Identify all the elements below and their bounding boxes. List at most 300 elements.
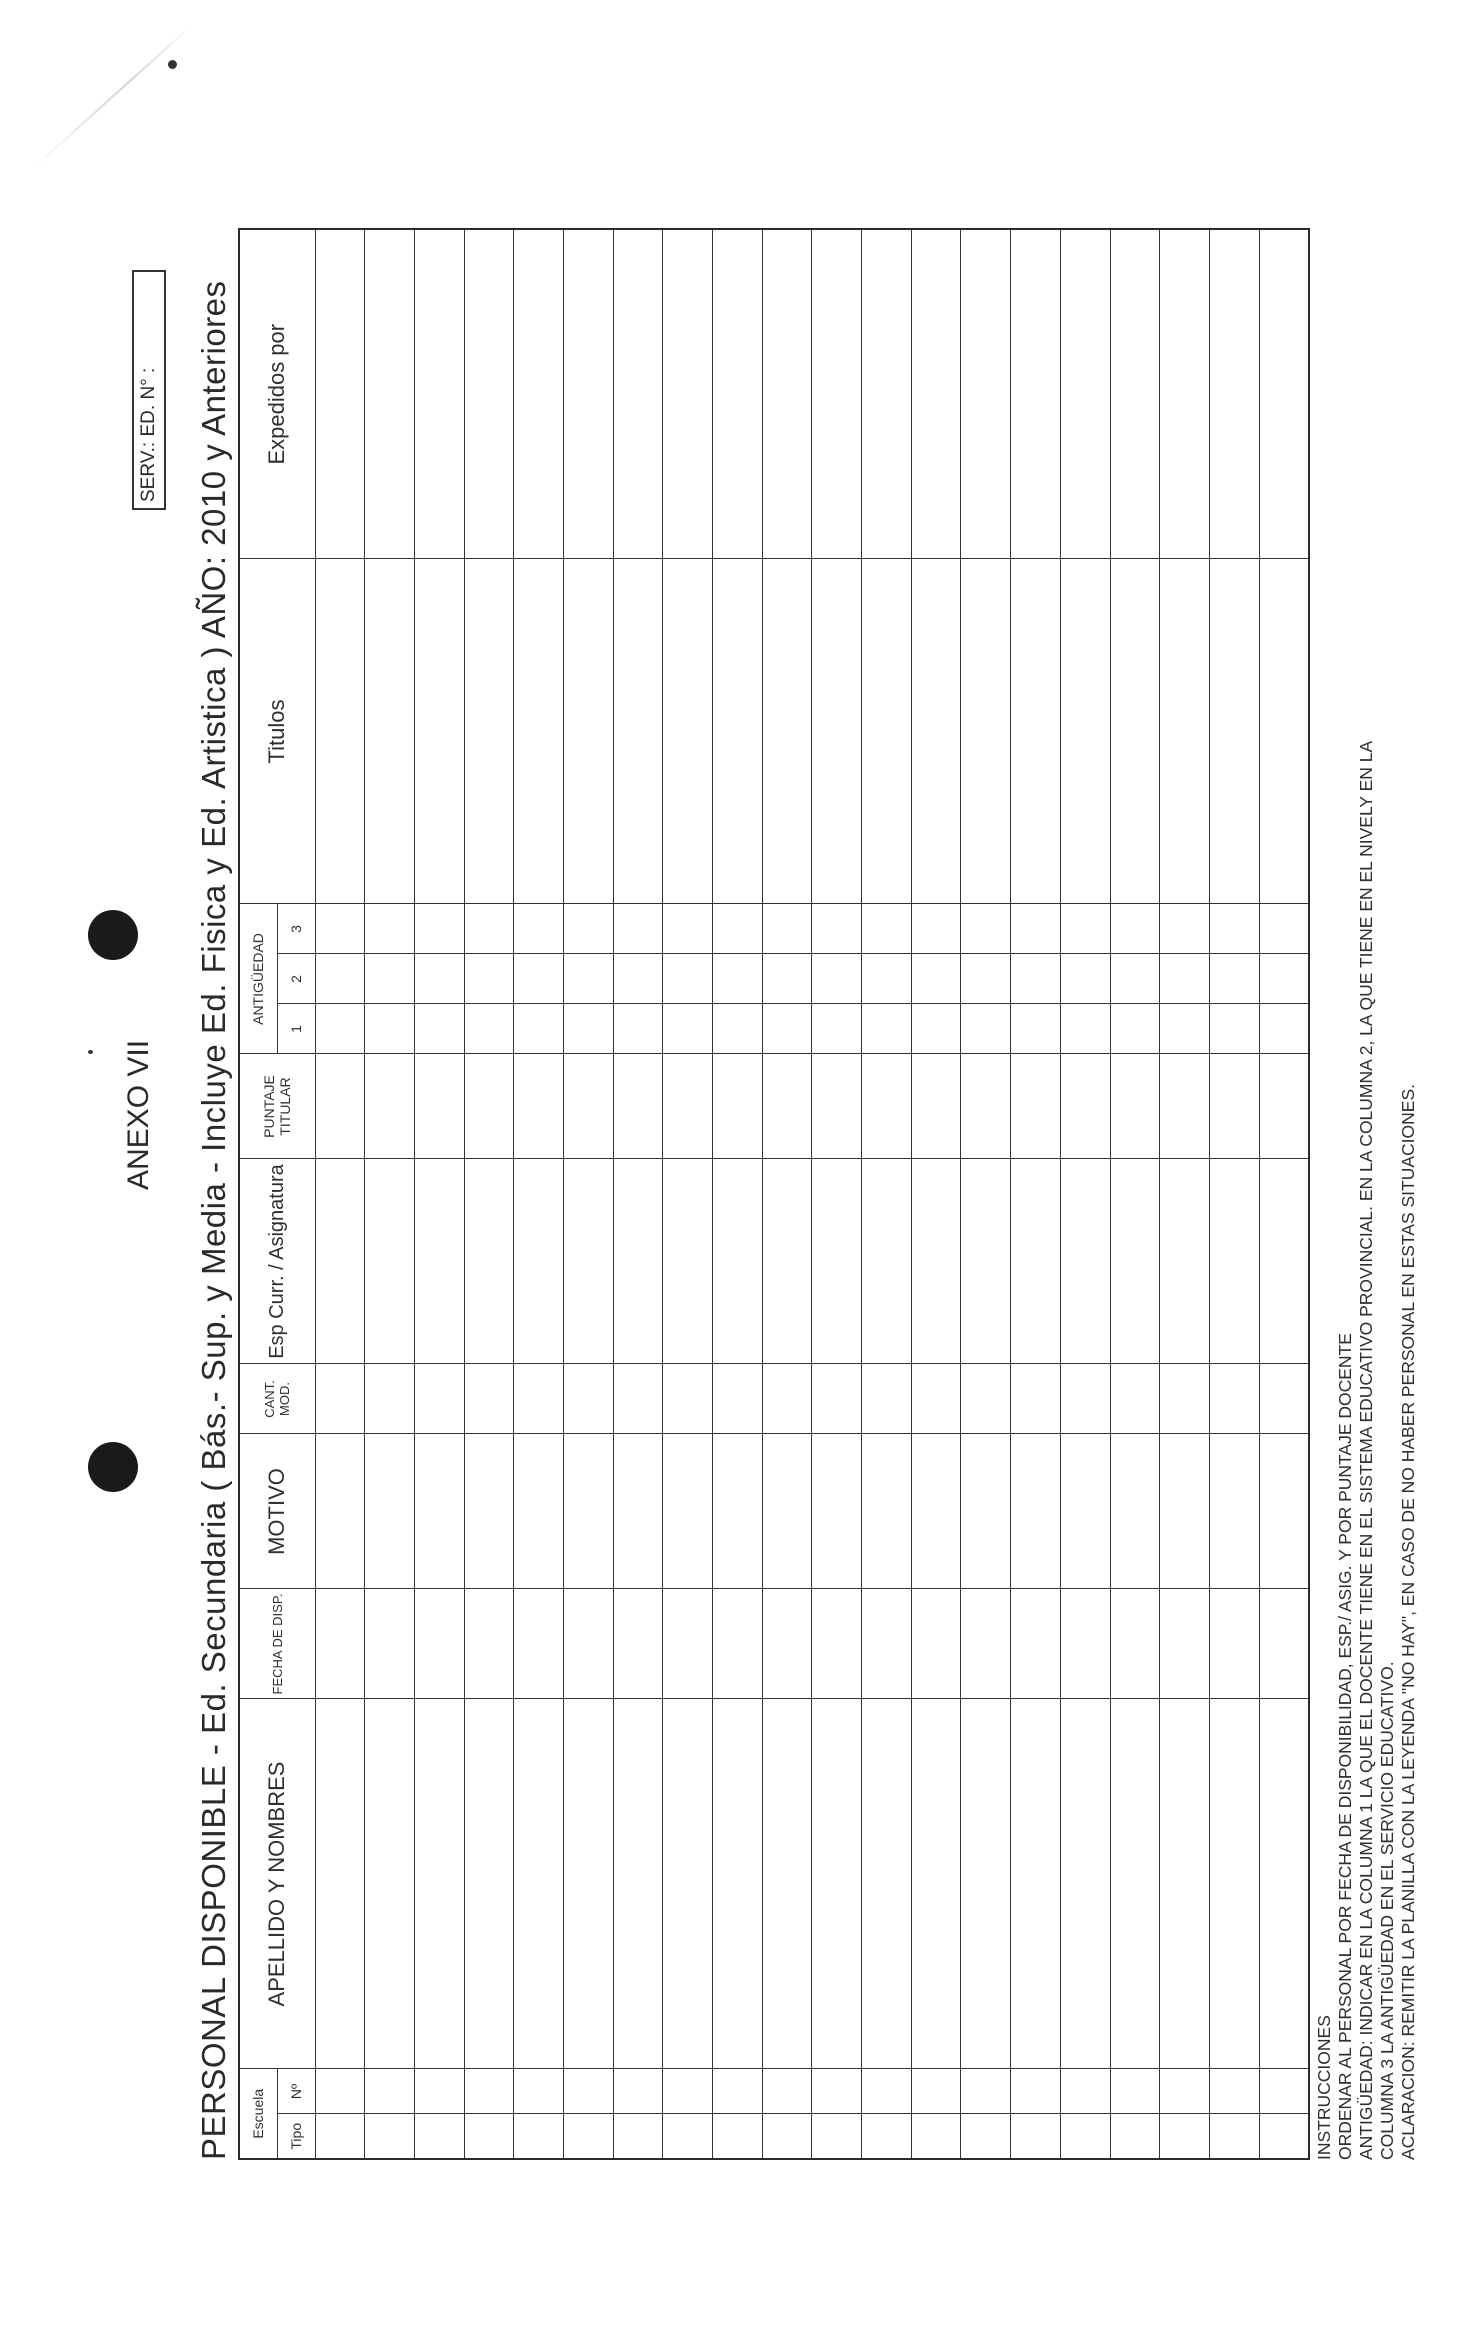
table-cell [464,1589,514,1699]
table-cell [762,1364,812,1434]
table-cell [713,1054,763,1159]
table-cell [514,2114,564,2159]
form-page [60,20,1418,2220]
table-cell [862,1364,912,1434]
table-cell [414,1054,464,1159]
table-body [315,229,1309,2159]
table-cell [365,2114,415,2159]
table-cell [812,2069,862,2114]
table-cell [464,559,514,904]
table-cell [911,1364,961,1434]
personnel-table [238,228,1310,2160]
table-cell [365,1054,415,1159]
table-cell [613,559,663,904]
table-cell [1259,2114,1309,2159]
table-row [563,229,613,2159]
table-cell [414,1434,464,1589]
table-cell [514,1434,564,1589]
table-cell [514,904,564,954]
table-cell [315,1364,365,1434]
instructions-block [1314,280,1419,2160]
table-cell [563,1589,613,1699]
table-cell [1011,1589,1061,1699]
header-numero: Nº [277,2069,315,2114]
table-row [514,229,564,2159]
table-cell [464,1054,514,1159]
table-cell [414,1159,464,1364]
table-cell [713,954,763,1004]
table-cell [563,1699,613,2069]
table-cell [365,1364,415,1434]
table-cell [414,954,464,1004]
table-cell [563,229,613,559]
table-cell [365,954,415,1004]
table-cell [315,1159,365,1364]
table-cell [762,2069,812,2114]
table-cell [1110,954,1160,1004]
table-cell [1060,2069,1110,2114]
table-row [1110,229,1160,2159]
table-cell [1259,1589,1309,1699]
table-cell [613,1589,663,1699]
table-cell [563,1054,613,1159]
table-cell [713,1159,763,1364]
table-cell [365,1589,415,1699]
table-row [862,229,912,2159]
table-cell [1259,2069,1309,2114]
table-cell [315,2114,365,2159]
table-cell [1259,1159,1309,1364]
table-cell [1209,1004,1259,1054]
table-cell [1060,1434,1110,1589]
table-cell [762,1004,812,1054]
table-cell [414,2069,464,2114]
instruction-line: ACLARACION: REMITIR LA PLANILLA CON LA LEYENDA "NO HAY", EN CASO DE NO HABER PERSONAL EN ESTAS SITUACIONES. [1398,1083,1418,2160]
table-cell [1060,1004,1110,1054]
table-cell [563,904,613,954]
table-cell [563,559,613,904]
table-cell [762,2114,812,2159]
table-cell [1160,904,1210,954]
instruction-line: ORDENAR AL PERSONAL POR FECHA DE DISPONIBILIDAD, ESP./ ASIG. Y POR PUNTAJE DOCENTE [1335,1333,1355,2160]
table-cell [713,229,763,559]
table-cell [1110,1004,1160,1054]
table-cell [1060,1589,1110,1699]
table-cell [514,1589,564,1699]
table-cell [911,954,961,1004]
table-row [1160,229,1210,2159]
table-cell [613,1364,663,1434]
table-cell [1259,1364,1309,1434]
annex-title: ANEXO VII [122,1039,155,1190]
table-cell [1060,1054,1110,1159]
header-fecha-disp: FECHA DE DISP. [239,1589,315,1699]
table-cell [812,1589,862,1699]
table-cell [514,954,564,1004]
table-row [961,229,1011,2159]
table-cell [713,559,763,904]
table-cell [663,1004,713,1054]
table-cell [315,1589,365,1699]
table-cell [961,1159,1011,1364]
table-header-row-top [239,229,277,2159]
table-cell [663,1434,713,1589]
table-cell [1209,1434,1259,1589]
table-cell [563,1004,613,1054]
table-cell [1160,1054,1210,1159]
table-cell [365,2069,415,2114]
table-cell [961,904,1011,954]
table-cell [1011,1054,1061,1159]
table-cell [1060,904,1110,954]
table-cell [1160,1004,1210,1054]
table-cell [911,2114,961,2159]
table-cell [414,1004,464,1054]
table-cell [862,1159,912,1364]
table-cell [911,1699,961,2069]
table-cell [464,904,514,954]
table-cell [613,1054,663,1159]
table-cell [862,904,912,954]
table-cell [812,904,862,954]
table-cell [315,1004,365,1054]
table-cell [663,1364,713,1434]
table-cell [663,1589,713,1699]
table-cell [464,2069,514,2114]
table-cell [713,2114,763,2159]
table-cell [812,559,862,904]
table-cell [812,954,862,1004]
instruction-line: COLUMNA 3 LA ANTIGÜEDAD EN EL SERVICIO EDUCATIVO. [1377,1661,1397,2160]
table-cell [464,2114,514,2159]
table-cell [762,1159,812,1364]
table-cell [1259,1699,1309,2069]
table-row [365,229,415,2159]
table-cell [862,559,912,904]
table-cell [365,904,415,954]
table-row [1209,229,1259,2159]
table-cell [1259,559,1309,904]
table-cell [514,1004,564,1054]
table-cell [812,1159,862,1364]
table-cell [862,2069,912,2114]
table-cell [812,1004,862,1054]
table-cell [613,2114,663,2159]
table-cell [1209,1699,1259,2069]
table-cell [663,1699,713,2069]
table-cell [812,229,862,559]
table-cell [961,1364,1011,1434]
table-cell [862,1054,912,1159]
table-cell [1160,229,1210,559]
table-cell [563,2069,613,2114]
table-cell [812,1364,862,1434]
table-cell [365,229,415,559]
table-cell [1209,2114,1259,2159]
table-cell [514,559,564,904]
table-cell [563,954,613,1004]
table-row [1060,229,1110,2159]
table-cell [713,1589,763,1699]
table-cell [613,1004,663,1054]
table-cell [1011,1159,1061,1364]
table-cell [563,1159,613,1364]
table-cell [1060,1699,1110,2069]
table-cell [1259,229,1309,559]
table-cell [414,1364,464,1434]
header-esp-curr-asignatura: Esp Curr. / Asignatura [239,1159,315,1364]
table-cell [414,1699,464,2069]
table-cell [1011,1699,1061,2069]
table-cell [414,229,464,559]
table-cell [862,229,912,559]
table-cell [1209,1364,1259,1434]
table-row [762,229,812,2159]
table-cell [563,1434,613,1589]
table-cell [1160,2069,1210,2114]
table-cell [365,1434,415,1589]
table-cell [514,229,564,559]
table-cell [862,1004,912,1054]
table-cell [613,904,663,954]
table-cell [315,559,365,904]
table-cell [1110,1434,1160,1589]
table-cell [464,229,514,559]
table-cell [1160,1589,1210,1699]
table-cell [961,1054,1011,1159]
instructions-heading: INSTRUCCIONES [1314,2015,1334,2160]
table-cell [1011,904,1061,954]
table-cell [1011,1434,1061,1589]
table-cell [315,2069,365,2114]
table-cell [563,1364,613,1434]
table-cell [762,1699,812,2069]
table-cell [1259,1004,1309,1054]
table-cell [414,559,464,904]
table-row [911,229,961,2159]
table-cell [1011,1004,1061,1054]
table-cell [1060,954,1110,1004]
table-row [812,229,862,2159]
table-cell [762,1589,812,1699]
table-cell [315,1434,365,1589]
table-row [613,229,663,2159]
table-cell [1011,2114,1061,2159]
table-cell [862,1699,912,2069]
table-cell [961,1004,1011,1054]
table-cell [613,1434,663,1589]
table-cell [911,904,961,954]
table-cell [911,1589,961,1699]
header-antiguedad: ANTIGÜEDAD [239,904,277,1054]
table-cell [1160,1434,1210,1589]
table-cell [1060,1364,1110,1434]
table-row [414,229,464,2159]
table-cell [961,954,1011,1004]
table-cell [613,1699,663,2069]
table-cell [315,904,365,954]
table-cell [961,2069,1011,2114]
header-motivo: MOTIVO [239,1434,315,1589]
table-cell [514,1054,564,1159]
table-cell [663,2069,713,2114]
table-cell [862,1434,912,1589]
table-cell [812,1434,862,1589]
header-antiguedad-col-3: 3 [277,904,315,954]
table-cell [1060,1159,1110,1364]
table-cell [663,2114,713,2159]
table-cell [713,2069,763,2114]
table-cell [1110,1364,1160,1434]
table-cell [1060,2114,1110,2159]
table-cell [464,1004,514,1054]
table-cell [1011,559,1061,904]
table-row [464,229,514,2159]
table-cell [812,2114,862,2159]
table-cell [514,1364,564,1434]
table-cell [1259,954,1309,1004]
table-row [315,229,365,2159]
table-cell [1160,2114,1210,2159]
table-cell [365,1159,415,1364]
table-cell [911,1434,961,1589]
table-cell [862,1589,912,1699]
table-cell [1209,954,1259,1004]
table-cell [663,1159,713,1364]
table-cell [713,904,763,954]
table-cell [1110,1159,1160,1364]
table-cell [1259,904,1309,954]
table-cell [1259,1434,1309,1589]
table-row [1259,229,1309,2159]
table-cell [315,1699,365,2069]
table-cell [1160,1159,1210,1364]
table-cell [1060,559,1110,904]
table-cell [1110,2114,1160,2159]
table-cell [762,904,812,954]
table-cell [961,2114,1011,2159]
header-expedidos-por: Expedidos por [239,229,315,559]
form-title: PERSONAL DISPONIBLE - Ed. Secundaria ( Bás.- Sup. y Media - Incluye Ed. Fisica y Ed. Artistica ) AÑO: 2010 y Anteriores [195,280,232,2160]
table-cell [911,2069,961,2114]
table-cell [663,904,713,954]
table-cell [1209,229,1259,559]
table-cell [663,954,713,1004]
table-cell [862,954,912,1004]
table-cell [663,1054,713,1159]
table-row [713,229,763,2159]
table-cell [365,1699,415,2069]
table-cell [762,229,812,559]
table-cell [663,229,713,559]
table-cell [414,904,464,954]
table-cell [1110,1699,1160,2069]
table-cell [1011,229,1061,559]
table-cell [1011,2069,1061,2114]
table-cell [514,1159,564,1364]
table-cell [1209,904,1259,954]
table-cell [563,2114,613,2159]
table-cell [961,1699,1011,2069]
table-cell [713,1364,763,1434]
table-cell [1011,954,1061,1004]
table-row [1011,229,1061,2159]
serv-ed-number-box: SERV.: ED. N° : [132,270,166,510]
table-cell [1011,1364,1061,1434]
table-cell [1160,1699,1210,2069]
header-antiguedad-col-2: 2 [277,954,315,1004]
table-cell [1060,229,1110,559]
table-cell [1209,559,1259,904]
header-escuela: Escuela [239,2069,277,2159]
table-cell [911,1054,961,1159]
table-cell [315,954,365,1004]
table-cell [1209,1159,1259,1364]
table-cell [1110,2069,1160,2114]
table-cell [514,2069,564,2114]
table-cell [1110,1054,1160,1159]
table-cell [663,559,713,904]
header-antiguedad-col-1: 1 [277,1004,315,1054]
table-cell [613,954,663,1004]
table-cell [961,559,1011,904]
table-cell [762,559,812,904]
table-cell [1110,904,1160,954]
table-cell [514,1699,564,2069]
instruction-line: ANTIGÜEDAD: INDICAR EN LA COLUMNA 1 LA QUE EL DOCENTE TIENE EN EL SISTEMA EDUCATIVO PROVINCIAL. EN LA COLUMNA 2, LA QUE TIENE EN EL NIVELY EN LA [1356,740,1376,2160]
table-cell [414,1589,464,1699]
table-cell [365,559,415,904]
table-cell [862,2114,912,2159]
table-cell [961,229,1011,559]
table-cell [762,1054,812,1159]
table-cell [464,1699,514,2069]
table-cell [1160,954,1210,1004]
header-tipo: Tipo [277,2114,315,2159]
table-cell [911,1159,961,1364]
table-cell [713,1434,763,1589]
table-cell [812,1699,862,2069]
table-cell [613,229,663,559]
table-cell [365,1004,415,1054]
table-cell [762,1434,812,1589]
header-cant-mod: CANT. MOD. [239,1364,315,1434]
table-cell [713,1004,763,1054]
table-cell [1160,559,1210,904]
table-cell [1209,1589,1259,1699]
table-cell [1259,1054,1309,1159]
table-cell [713,1699,763,2069]
header-puntaje-titular: PUNTAJE TITULAR [239,1054,315,1159]
table-cell [464,1364,514,1434]
table-cell [315,1054,365,1159]
table-row [663,229,713,2159]
table-cell [315,229,365,559]
table-cell [911,1004,961,1054]
table-cell [911,229,961,559]
table-cell [812,1054,862,1159]
table-cell [613,2069,663,2114]
header-apellido-nombres: APELLIDO Y NOMBRES [239,1699,315,2069]
table-cell [613,1159,663,1364]
table-cell [1209,1054,1259,1159]
header-titulos: Titulos [239,559,315,904]
table-cell [464,1434,514,1589]
table-cell [1110,559,1160,904]
table-cell [414,2114,464,2159]
table-cell [961,1589,1011,1699]
table-cell [961,1434,1011,1589]
